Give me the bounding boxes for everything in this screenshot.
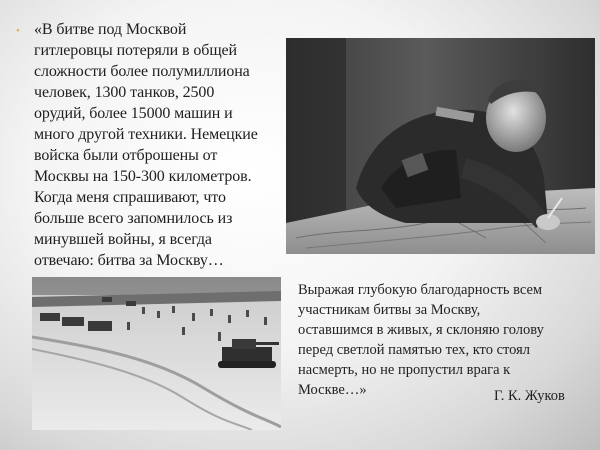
bullet-marker: • (16, 25, 20, 37)
zhukov-photo (286, 38, 595, 254)
closing-quote-text: Выражая глубокую благодарность всем участникам битвы за Москву, оставшимся в живых, я склоняю голову перед светлой памятью тех, кто стоял насмерть, но не пропустил врага к Москве…» (298, 282, 544, 398)
battle-photo (32, 277, 281, 430)
battle-photo-graphic (32, 277, 281, 430)
author-signature: Г. К. Жуков (494, 388, 565, 404)
zhukov-photo-graphic (286, 38, 595, 254)
main-quote-text: «В битве под Москвой гитлеровцы потеряли в общей сложности более полумиллиона человек, 1300 танков, 2500 орудий, более 15000 машин и много другой техники. Немецкие войска были отброшены от Москвы на 150-300 километров. Когда меня спрашивают, что больше всего запомнилось из минувшей войны, я всегда отвечаю: битва за Москву… (34, 21, 258, 269)
